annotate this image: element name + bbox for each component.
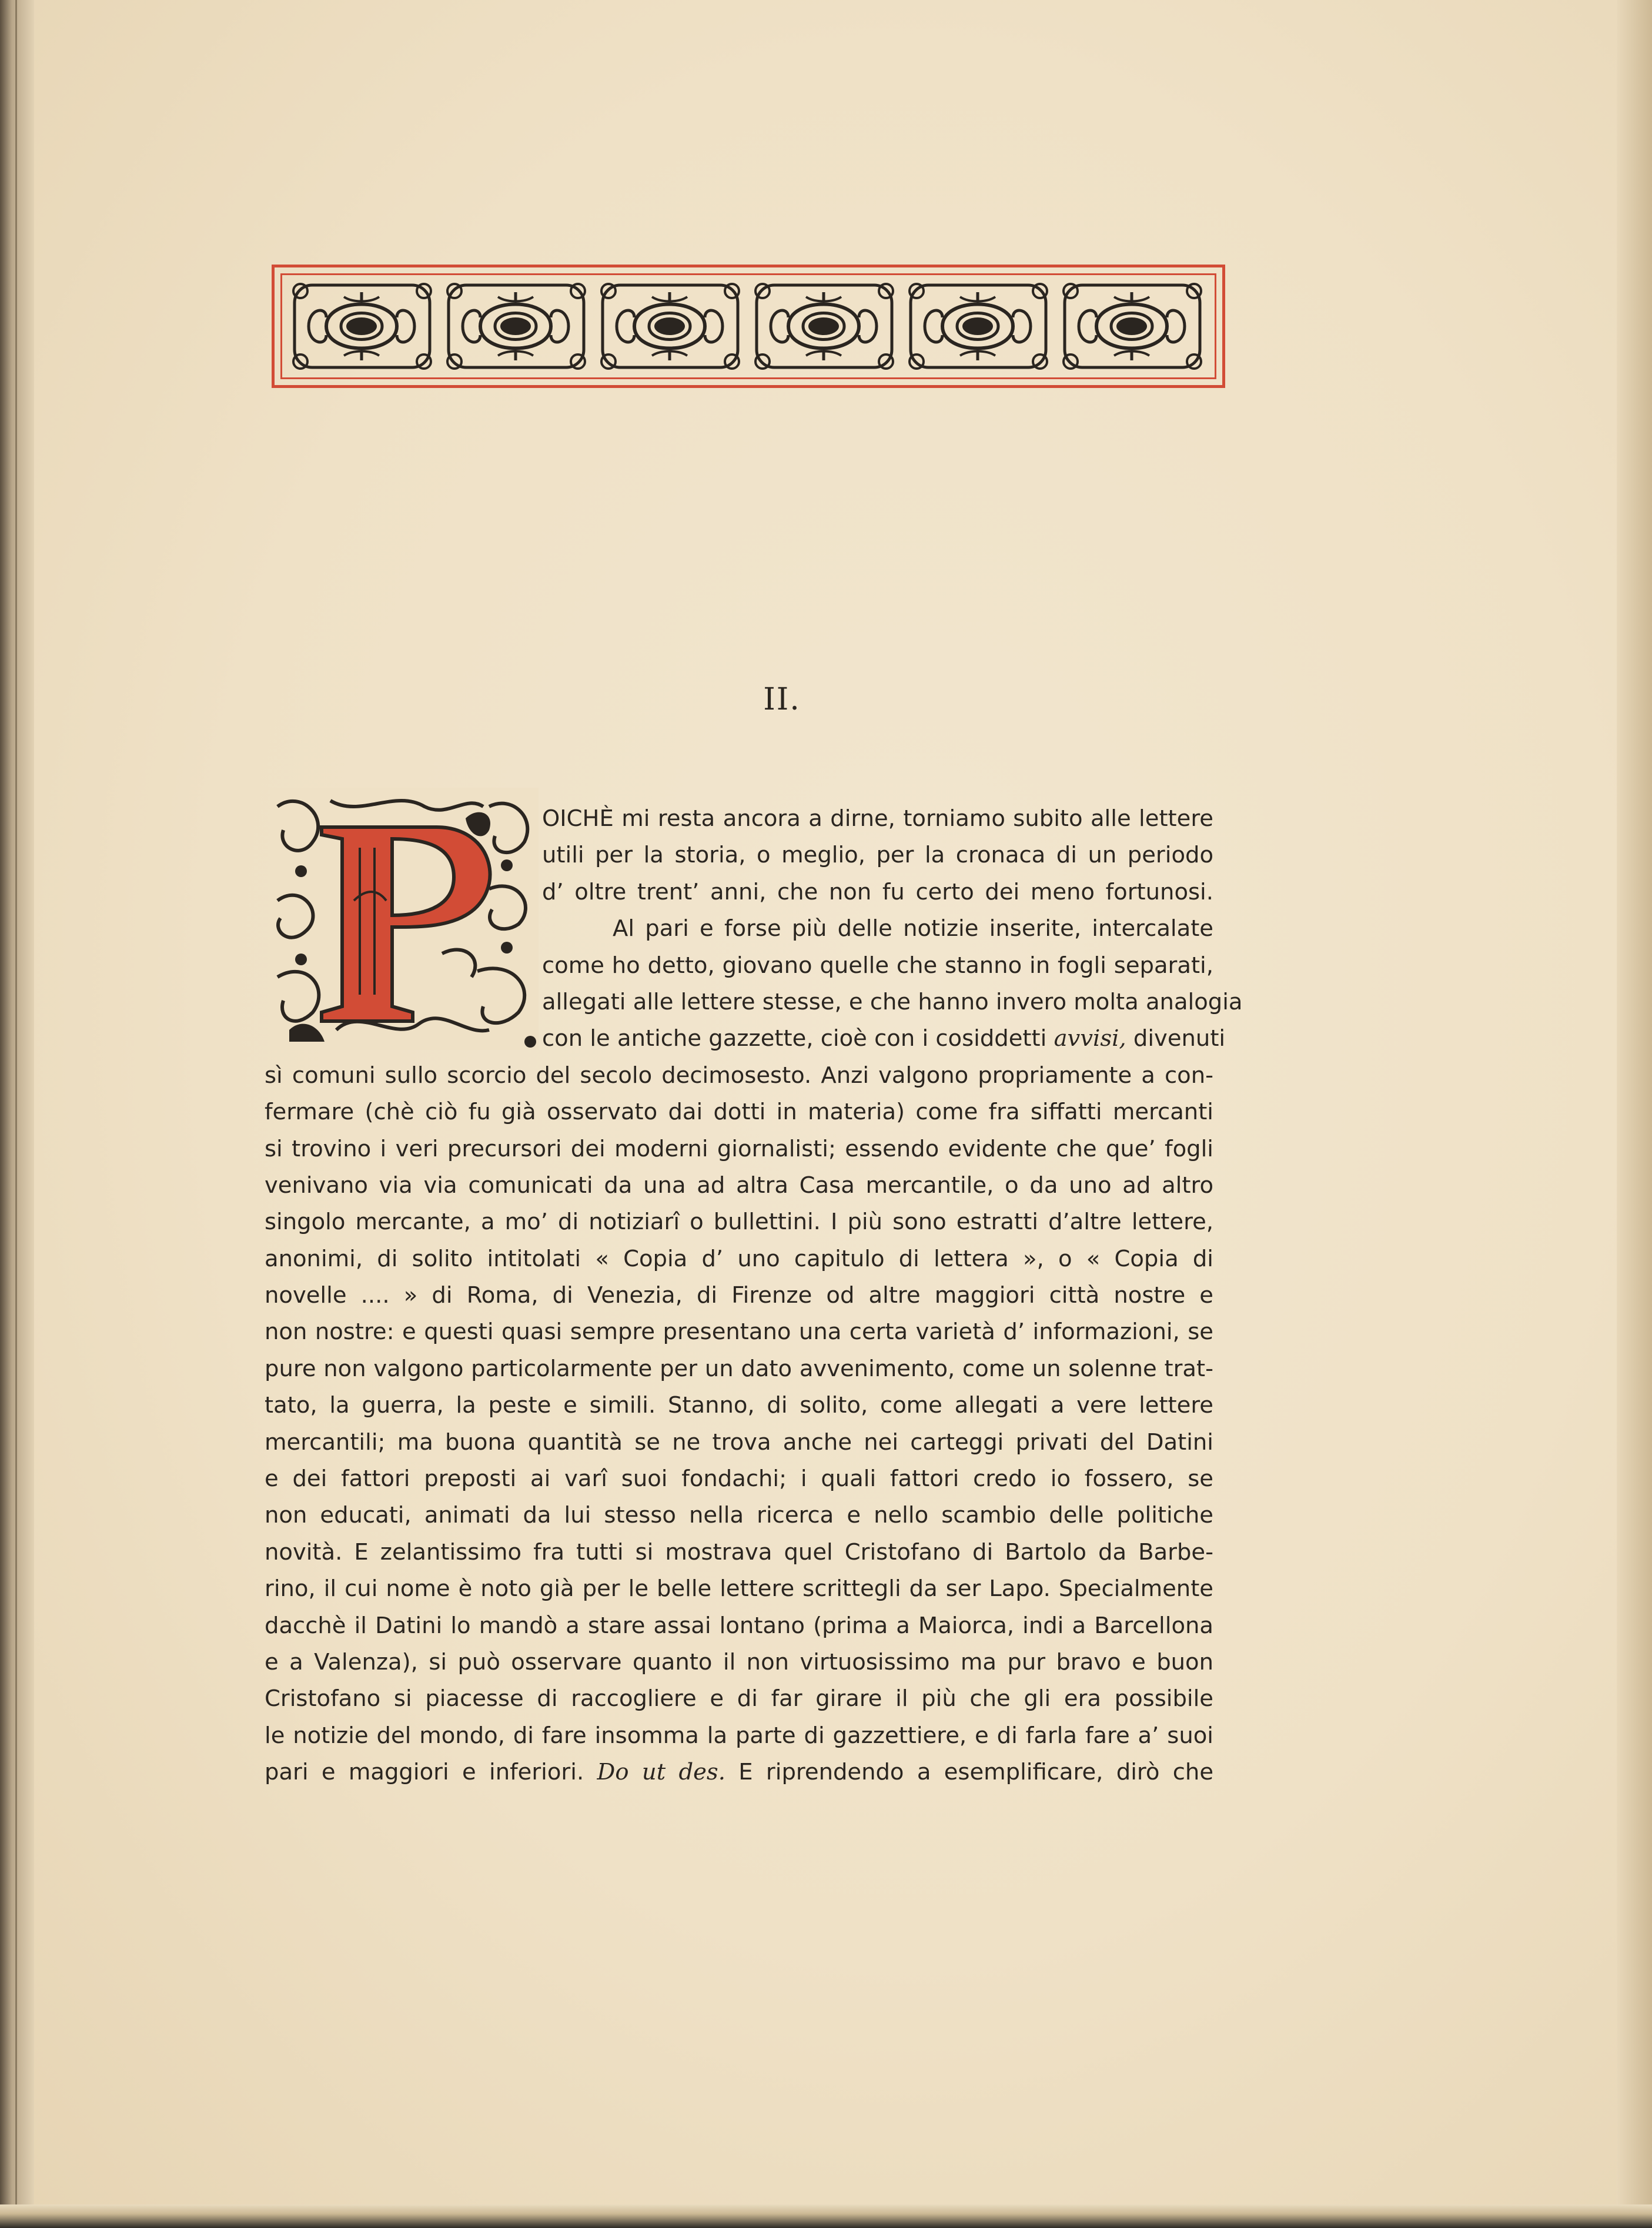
text-line: e a Valenza), si può osservare quanto il non virtuosissimo ma pur bravo e buon [265,1648,1213,1675]
text-line: OICHÈ mi resta ancora a dirne, torniamo subito alle lettere [542,805,1213,832]
gutter-binding-line [15,0,17,2228]
text-line: utili per la storia, o meglio, per la cronaca di un periodo [542,842,1213,869]
text-line: come ho detto, giovano quelle che stanno in fogli separati, [542,952,1213,979]
text-segment: E riprendendo a esemplificare, dirò che [738,1759,1214,1786]
text-line [542,1021,1226,1057]
text-line: singolo mercante, a mo’ di notiziarî o bullettini. I più sono estratti d’altre lettere, [265,1209,1213,1236]
text-line: e dei fattori preposti ai varî suoi fondachi; i quali fattori credo io fossero, se [265,1466,1213,1493]
text-line: mercantili; ma buona quantità se ne trova anche nei carteggi privati del Datini [265,1429,1213,1456]
text-line: sì comuni sullo scorcio del secolo decimosesto. Anzi valgono propriamente a con- [265,1062,1213,1089]
text-line: Cristofano si piacesse di raccogliere e di far girare il più che gli era possibile [265,1685,1213,1712]
text-line: venivano via via comunicati da una ad altra Casa mercantile, o da uno ad altro [265,1172,1213,1199]
text-line: rino, il cui nome è noto già per le belle lettere scrittegli da ser Lapo. Specialmente [265,1575,1213,1603]
page-bottom-edge [0,2204,1652,2228]
text-line: allegati alle lettere stesse, e che hanno invero molta analogia [542,988,1243,1015]
text-line: d’ oltre trent’ anni, che non fu certo dei meno fortunosi. [542,878,1213,905]
text-line: novità. E zelantissimo fra tutti si mostrava quel Cristofano di Bartolo da Barbe- [265,1538,1213,1565]
text-line [265,1754,1213,1791]
text-line: non nostre: e questi quasi sempre presentano una certa varietà d’ informazioni, se [265,1319,1213,1346]
chapter-number: II. [763,682,801,717]
text-segment: pari e maggiori e inferiori. [265,1759,584,1786]
text-line: si trovino i veri precursori dei moderni giornalisti; essendo evidente che que’ fogli [265,1135,1213,1162]
page-gutter [0,0,34,2228]
text-line: novelle .... » di Roma, di Venezia, di Firenze od altre maggiori città nostre e [265,1282,1213,1309]
page-right-edge [1617,0,1652,2228]
text-line: tato, la guerra, la peste e simili. Stanno, di solito, come allegati a vere lettere [265,1392,1213,1419]
text-line: pure non valgono particolarmente per un dato avvenimento, come un solenne trat- [265,1355,1213,1382]
text-segment: divenuti [1133,1025,1226,1052]
text-line: non educati, animati da lui stesso nella ricerca e nello scambio delle politiche [265,1502,1213,1529]
italic-avvisi: avvisi, [1054,1025,1126,1052]
text-line: dacchè il Datini lo mandò a stare assai lontano (prima a Maiorca, indi a Barcellona [265,1612,1213,1639]
text-line: le notizie del mondo, di fare insomma la parte di gazzettiere, e di farla fare a’ suoi [265,1722,1213,1749]
text-line: anonimi, di solito intitolati « Copia d’ uno capitulo di lettera », o « Copia di [265,1245,1213,1272]
headpiece-pattern [291,279,1208,373]
italic-do-ut-des: Do ut des. [597,1759,725,1786]
text-line: fermare (chè ciò fu già osservato dai dotti in materia) come fra siffatti mercanti [265,1099,1213,1126]
body-text [265,801,1243,1791]
text-segment: con le antiche gazzette, cioè con i cosiddetti [542,1025,1047,1052]
ornamental-headpiece [272,265,1225,388]
text-line: Al pari e forse più delle notizie inserite, intercalate [613,915,1213,942]
